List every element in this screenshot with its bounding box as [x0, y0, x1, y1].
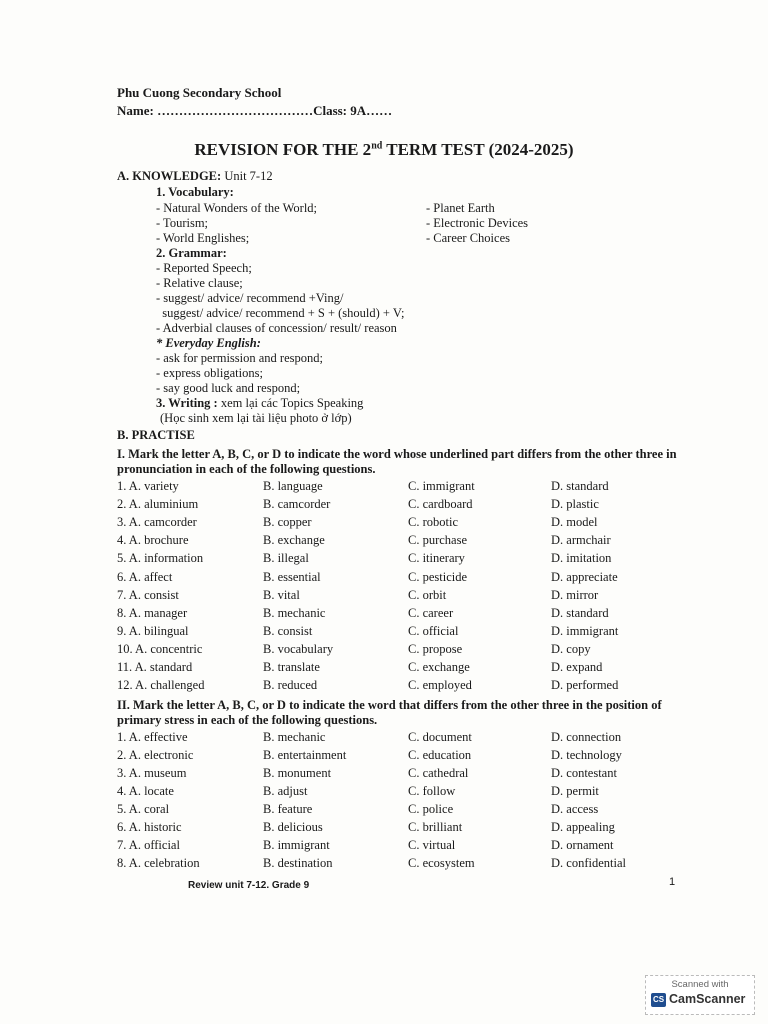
- everyday-english-heading: * Everyday English:: [156, 336, 261, 350]
- part2-instructions: II. Mark the letter A, B, C, or D to indicate the word that differs from the other three in the position of primary stress in each of the following questions.: [117, 698, 662, 727]
- question-option-d: D. armchair: [551, 533, 611, 548]
- question-option-b: B. language: [263, 479, 323, 493]
- question-option-d: D. appealing: [551, 820, 615, 834]
- question-option-a: 8. A. celebration: [117, 856, 200, 870]
- question-option-a: 8. A. manager: [117, 605, 188, 620]
- page-title: REVISION FOR THE 2nd TERM TEST (2024-2025): [194, 140, 574, 159]
- part1-instructions: I. Mark the letter A, B, C, or D to indicate the word whose underlined part differs from the other three in pronunciation in each of the following questions.: [117, 447, 677, 476]
- question-option-b: B. vocabulary: [263, 641, 334, 656]
- question-option-c: C. cathedral: [408, 766, 469, 780]
- question-option-d: D. permit: [551, 784, 599, 798]
- question-option-c: C. career: [408, 605, 454, 620]
- vocab-item: - Career Choices: [426, 231, 510, 245]
- writing-line: 3. Writing : xem lại các Topics Speaking: [156, 396, 364, 410]
- question-option-c: C. orbit: [408, 587, 447, 602]
- question-option-d: D. standard: [551, 479, 609, 493]
- footer-text: Review unit 7-12. Grade 9: [188, 880, 310, 891]
- question-option-c: C. document: [408, 730, 472, 744]
- question-option-b: B. essential: [263, 569, 321, 584]
- question-option-d: D. appreciate: [551, 569, 618, 584]
- question-option-a: 2. A. electronic: [117, 748, 194, 762]
- question-option-c: C. purchase: [408, 533, 468, 548]
- question-option-b: B. adjust: [263, 784, 308, 798]
- question-option-a: 6. A. historic: [117, 820, 182, 834]
- vocab-item: - Tourism;: [156, 216, 209, 230]
- question-option-c: C. robotic: [408, 515, 458, 530]
- question-option-a: 11. A. standard: [117, 660, 193, 674]
- question-option-c: C. immigrant: [408, 479, 475, 493]
- question-option-b: B. entertainment: [263, 748, 347, 762]
- question-option-d: D. confidential: [551, 856, 626, 870]
- question-option-a: 12. A. challenged: [117, 678, 205, 693]
- question-option-a: 1. A. variety: [117, 479, 179, 493]
- question-option-a: 7. A. consist: [117, 587, 179, 602]
- question-option-d: D. standard: [551, 605, 609, 620]
- question-option-d: D. mirror: [551, 587, 599, 602]
- grammar-item: suggest/ advice/ recommend + S + (should) + V;: [156, 306, 405, 320]
- question-option-b: B. mechanic: [263, 730, 326, 744]
- question-option-c: C. employed: [408, 678, 472, 693]
- vocabulary-heading: 1. Vocabulary:: [156, 185, 234, 199]
- question-option-d: D. expand: [551, 660, 603, 674]
- vocab-item: - Natural Wonders of the World;: [156, 201, 318, 215]
- question-option-d: D. access: [551, 802, 599, 816]
- question-option-b: B. feature: [263, 802, 313, 816]
- everyday-item: - ask for permission and respond;: [156, 351, 323, 365]
- question-option-a: 4. A. brochure: [117, 533, 189, 548]
- grammar-item: - Reported Speech;: [156, 261, 252, 275]
- camscanner-name: CamScanner: [669, 992, 746, 1006]
- name-class-line: Name: ………………………………Class: 9A……: [117, 103, 393, 118]
- question-option-a: 2. A. aluminium: [117, 497, 199, 512]
- question-option-c: C. education: [408, 748, 472, 762]
- question-option-b: B. illegal: [263, 551, 309, 566]
- question-option-b: B. vital: [263, 587, 300, 602]
- question-option-a: 9. A. bilingual: [117, 623, 189, 638]
- scanned-with-label: Scanned with: [671, 979, 729, 990]
- question-option-c: C. pesticide: [408, 569, 468, 584]
- question-option-d: D. connection: [551, 730, 622, 744]
- question-option-c: C. brilliant: [408, 820, 463, 834]
- question-option-c: C. official: [408, 623, 459, 638]
- question-option-c: C. itinerary: [408, 551, 465, 566]
- grammar-item: - Relative clause;: [156, 276, 243, 290]
- question-option-a: 3. A. museum: [117, 766, 187, 780]
- question-option-a: 5. A. information: [117, 551, 204, 566]
- question-option-a: 5. A. coral: [117, 802, 170, 816]
- page-number: 1: [669, 876, 676, 888]
- everyday-item: - express obligations;: [156, 366, 263, 380]
- question-option-b: B. camcorder: [263, 497, 331, 512]
- question-option-b: B. monument: [263, 766, 332, 780]
- question-option-b: B. destination: [263, 856, 333, 870]
- question-option-a: 4. A. locate: [117, 784, 174, 798]
- question-option-d: D. imitation: [551, 551, 612, 566]
- question-option-c: C. police: [408, 802, 454, 816]
- question-option-d: D. ornament: [551, 838, 614, 852]
- question-option-d: D. performed: [551, 678, 619, 693]
- question-option-a: 7. A. official: [117, 838, 180, 852]
- question-option-d: D. model: [551, 515, 598, 530]
- question-option-c: C. exchange: [408, 660, 470, 674]
- vocab-item: - Electronic Devices: [426, 216, 529, 230]
- camscanner-watermark: [645, 975, 755, 1015]
- practise-heading: B. PRACTISE: [117, 428, 195, 442]
- question-option-c: C. follow: [408, 784, 456, 798]
- question-option-d: D. immigrant: [551, 623, 619, 638]
- question-option-c: C. ecosystem: [408, 856, 475, 870]
- grammar-heading: 2. Grammar:: [156, 246, 227, 260]
- question-option-a: 10. A. concentric: [117, 641, 203, 656]
- question-option-c: C. virtual: [408, 838, 456, 852]
- camscanner-logo-icon: CS: [651, 993, 666, 1007]
- question-option-b: B. delicious: [263, 820, 323, 834]
- question-option-d: D. copy: [551, 641, 591, 656]
- vocab-item: - World Englishes;: [156, 231, 250, 245]
- question-option-b: B. copper: [263, 515, 312, 530]
- question-option-a: 1. A. effective: [117, 730, 188, 744]
- question-option-d: D. contestant: [551, 766, 617, 780]
- everyday-item: - say good luck and respond;: [156, 381, 301, 395]
- grammar-item: - Adverbial clauses of concession/ result/ reason: [156, 321, 397, 335]
- writing-note: (Học sinh xem lại tài liệu photo ở lớp): [160, 411, 352, 425]
- question-option-a: 3. A. camcorder: [117, 515, 197, 530]
- school-name: Phu Cuong Secondary School: [117, 85, 282, 100]
- question-option-b: B. exchange: [263, 533, 325, 548]
- question-option-b: B. translate: [263, 660, 320, 674]
- grammar-item: - suggest/ advice/ recommend +Ving/: [156, 291, 344, 305]
- knowledge-heading: A. KNOWLEDGE: Unit 7-12: [117, 169, 273, 183]
- question-option-a: 6. A. affect: [117, 569, 173, 584]
- question-option-c: C. propose: [408, 641, 463, 656]
- question-option-b: B. immigrant: [263, 838, 330, 852]
- question-option-b: B. mechanic: [263, 605, 326, 620]
- question-option-b: B. consist: [263, 623, 313, 638]
- question-option-d: D. technology: [551, 748, 622, 762]
- question-option-b: B. reduced: [263, 678, 318, 693]
- vocab-item: - Planet Earth: [426, 201, 495, 215]
- question-option-c: C. cardboard: [408, 497, 473, 512]
- question-option-d: D. plastic: [551, 497, 599, 512]
